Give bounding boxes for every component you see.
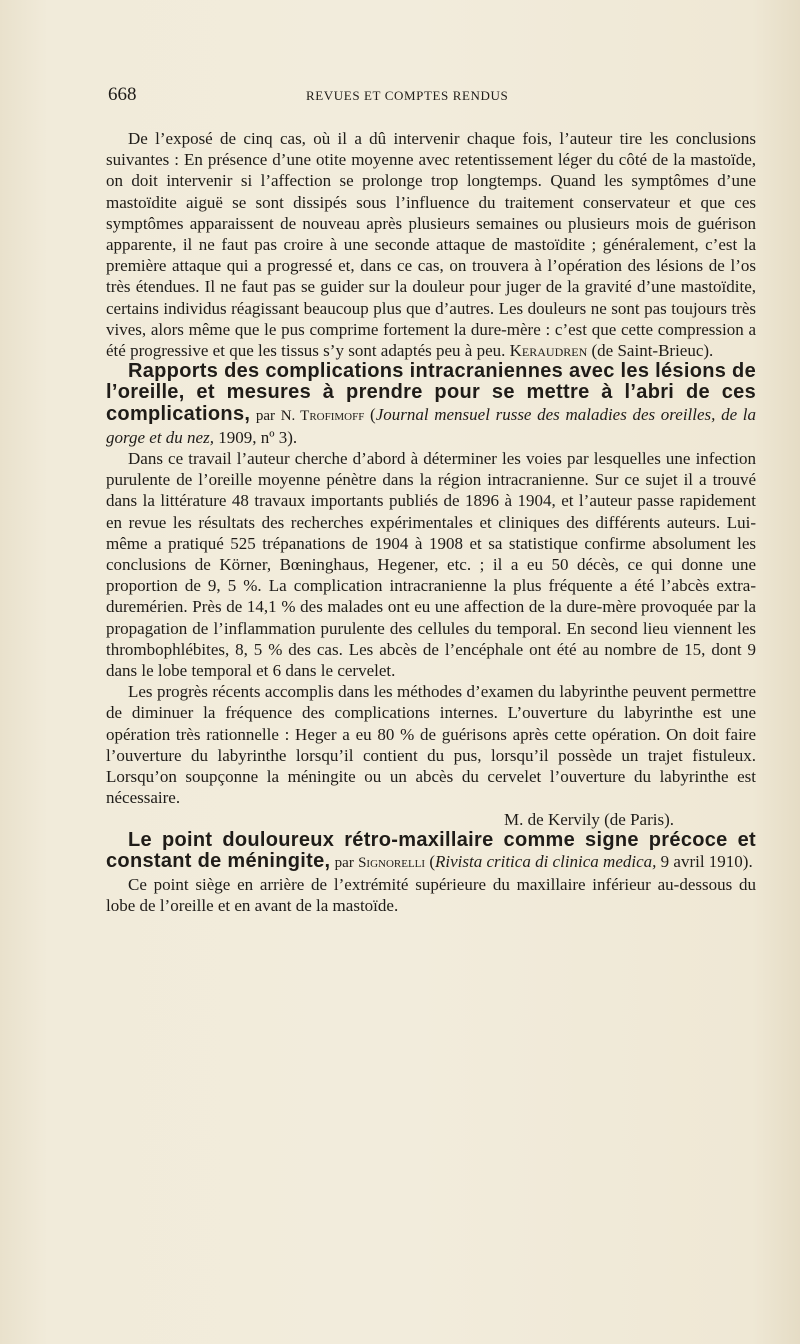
intro-author: Keraudren: [509, 341, 588, 361]
article1-paragraph-2: Les progrès récents accomplis dans les méthodes d’examen du labyrinthe peuvent permettre de diminuer la fréquence des complications internes. L’ouverture du labyrinthe est une opération très rationnelle : Heger a eu 80 % de guérisons après cette opération. On doit faire l’ouverture du labyrinthe lorsqu’il contient du pus, lorsqu’il possède un trajet fistuleux. Lorsqu’on soupçonne la méningite ou un abcès du cervelet l’ouverture du labyrinthe est nécessaire.: [106, 682, 756, 808]
article1-par: par: [255, 407, 276, 424]
article2-citation: [106, 830, 756, 874]
body-text: [106, 128, 756, 917]
page-header: [108, 84, 748, 108]
article2-ref-rest: 9 avril 1910).: [660, 851, 753, 871]
page-number: 668: [108, 84, 137, 105]
article1-citation: [106, 361, 756, 448]
article1-author: N. Trofimoff: [280, 407, 365, 424]
article1-journal: Journal mensuel russe des maladies des oreilles, de la gorge et du nez,: [106, 404, 756, 447]
article1-ref-rest: 1909, nº 3).: [218, 427, 298, 447]
article2-paragraph-1: Ce point siège en arrière de l’extrémité supérieure du maxillaire inférieur au-dessous du lobe de l’oreille et en avant de la mastoïde.: [106, 875, 756, 916]
article2-journal: Rivista critica di clinica medica,: [434, 851, 657, 871]
article1-title: Rapports des complications intracraniennes avec les lésions de l’oreille, et mesures à prendre pour se mettre à l’abri de ces complications,: [106, 360, 756, 425]
article2-title: Le point douloureux rétro-maxillaire comme signe précoce et constant de méningite,: [106, 828, 756, 872]
article2-author: Signorelli: [358, 854, 426, 871]
article2-par: par: [334, 854, 354, 871]
intro-paragraph-text: De l’exposé de cinq cas, où il a dû intervenir chaque fois, l’auteur tire les conclusions suivantes : En présence d’une otite moyenne avec retentissement léger du côté de la mastoïde, on doit intervenir si l’affection se prolonge trop longtemps. Quand les symptômes d’une mastoïdite aiguë se sont dissipés sous l’influence du traitement conservateur et que ces symptômes apparaissent de nouveau après plusieurs semaines ou plusieurs mois de guérison apparente, il ne faut pas croire à une seconde attaque de mastoïdite ; généralement, c’est la première attaque qui a progressé et, dans ce cas, on trouvera à l’opération des lésions de l’os très étendues. Il ne faut pas se guider sur la douleur pour juger de la gravité d’une mastoïdite, certains individus réagissant beaucoup plus que d’autres. Les douleurs ne sont pas toujours très vives, alors même que le pus comprime fortement la dure-mère : c’est que cette compression a été progressive et que les tissus s’y sont adaptés peu à peu.: [106, 129, 756, 361]
intro-paragraph: [106, 128, 756, 361]
article2-ref-open: (: [429, 851, 435, 871]
article1-paragraph-1: Dans ce travail l’auteur cherche d’abord à déterminer les voies par lesquelles une infection purulente de l’oreille moyenne pénètre dans la région intracranienne. Sur ce sujet il a trouvé dans la littérature 48 travaux importants publiés de 1896 à 1904, et l’auteur passe rapidement en revue les résultats des recherches expérimentales et cliniques des différents auteurs. Lui-même a pratiqué 525 trépanations de 1904 à 1908 et sa statistique confirme absolument les conclusions de Körner, Bœninghaus, Hegener, etc. ; il a eu 50 décès, ce qui donne une proportion de 9, 5 %. La complication intracranienne la plus fréquente a été l’abcès extra-duremérien. Près de 14,1 % des malades ont eu une affection de la dure-mère provoquée par la propagation de l’inflammation purulente des cellules du temporal. En second lieu viennent les thrombophlébites, 8, 5 % des cas. Les abcès de l’encéphale ont été au nombre de 15, dont 9 dans le lobe temporal et 6 dans le cervelet.: [106, 449, 756, 681]
intro-author-location: (de Saint-Brieuc).: [591, 341, 714, 361]
article1-ref-open: (: [370, 404, 376, 424]
article1-signature: M. de Kervily (de Paris).: [504, 809, 674, 829]
running-head: REVUES ET COMPTES RENDUS: [306, 88, 509, 103]
